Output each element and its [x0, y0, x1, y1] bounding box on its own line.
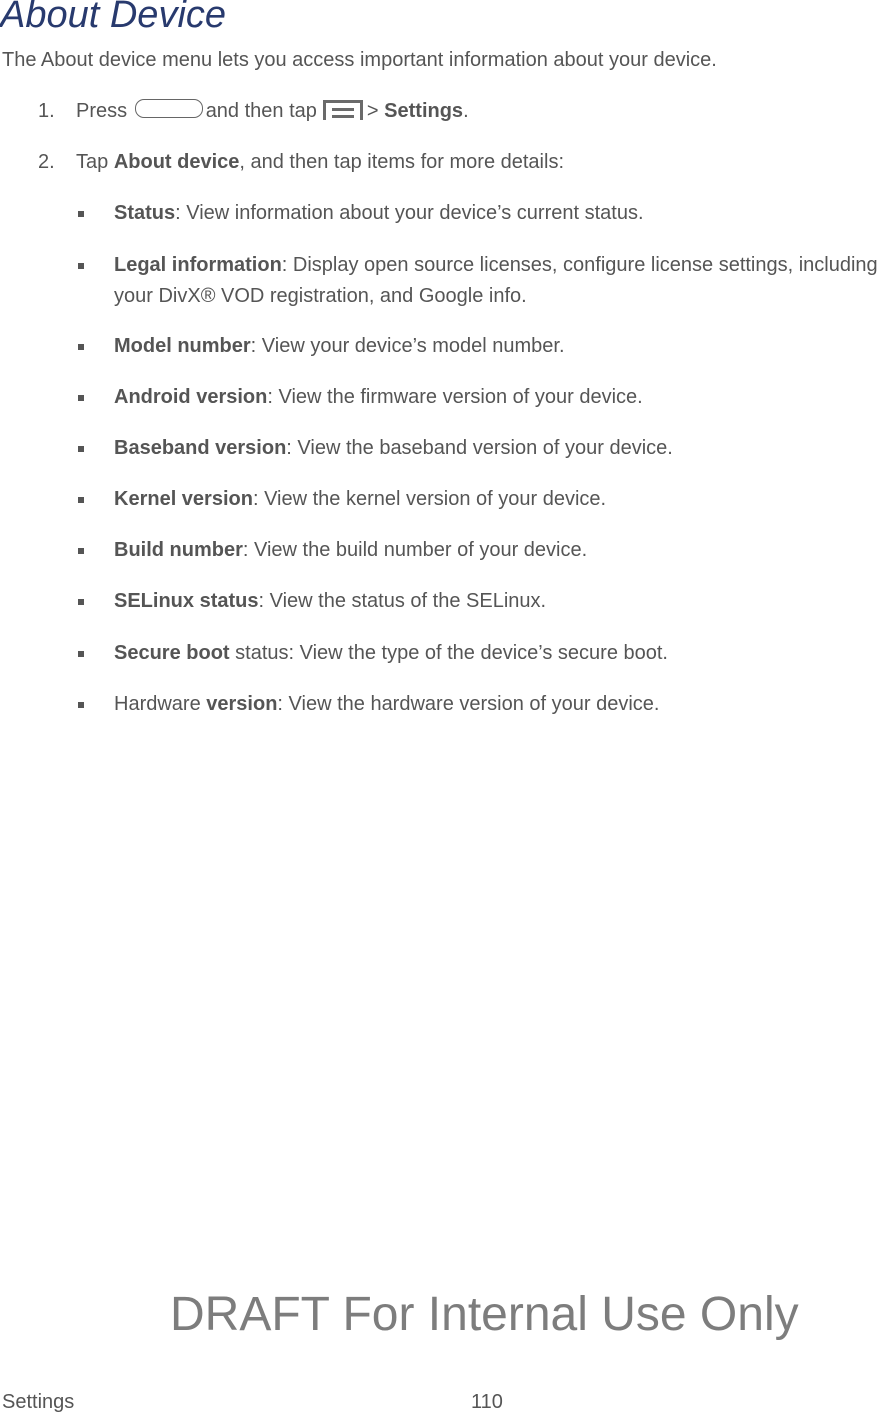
bullet-icon — [78, 599, 84, 605]
list-item-hardware-version — [78, 689, 878, 720]
step-1 — [38, 99, 469, 123]
bullet-icon — [78, 548, 84, 554]
list-item-android-version — [78, 382, 878, 413]
bullet-icon — [78, 702, 84, 708]
step-2 — [38, 151, 564, 174]
bullet-icon — [78, 651, 84, 657]
item-description: : View the firmware version of your device. — [267, 386, 643, 408]
step-text-rest: , and then tap items for more details: — [239, 151, 564, 173]
item-description: : View the hardware version of your device. — [277, 693, 660, 715]
draft-watermark: DRAFT For Internal Use Only — [170, 1288, 799, 1341]
bullet-icon — [78, 263, 84, 269]
home-key-icon — [135, 99, 203, 118]
item-prefix: Hardware — [114, 693, 207, 715]
list-item-secure-boot — [78, 638, 878, 669]
item-label: Legal information — [114, 254, 282, 276]
step-text-tap: Tap — [76, 151, 109, 173]
item-label: Android version — [114, 386, 268, 408]
item-label: Baseband version — [114, 437, 287, 459]
item-description: : View the baseband version of your device. — [286, 437, 673, 459]
item-label: Secure boot — [114, 642, 230, 664]
list-item-selinux-status — [78, 586, 878, 617]
item-label: Status — [114, 202, 176, 224]
list-item-status — [78, 198, 878, 229]
bullet-icon — [78, 344, 84, 350]
list-item-model-number — [78, 331, 878, 362]
bullet-icon — [78, 395, 84, 401]
list-item-build-number — [78, 535, 878, 566]
intro-text: The About device menu lets you access important information about your device. — [2, 49, 717, 71]
step-text-then-tap: and then tap — [205, 100, 317, 122]
item-description: : View the status of the SELinux. — [258, 590, 547, 612]
item-description: : Display open source licenses, configure license settings, including your DivX® VOD registration, and Google info. — [114, 254, 878, 307]
list-item-kernel-version — [78, 484, 878, 515]
bullet-icon — [78, 446, 84, 452]
step-separator: > — [366, 100, 379, 122]
item-description: : View the kernel version of your device. — [252, 488, 607, 510]
step-text-press: Press — [76, 100, 128, 122]
page-title: About Device — [0, 0, 227, 36]
item-label: SELinux status — [114, 590, 259, 612]
item-description: status: View the type of the device’s secure boot. — [229, 642, 668, 664]
item-description: : View the build number of your device. — [242, 539, 588, 561]
settings-label: Settings — [384, 100, 464, 122]
about-device-label: About device — [113, 151, 240, 173]
footer-section: Settings — [2, 1391, 75, 1413]
bullet-icon — [78, 497, 84, 503]
item-description: : View information about your device’s current status. — [175, 202, 644, 224]
footer-page-number: 110 — [471, 1391, 503, 1413]
step-end: . — [463, 100, 469, 122]
bullet-icon — [78, 211, 84, 217]
item-label: Build number — [114, 539, 243, 561]
step-number: 2. — [38, 151, 55, 173]
menu-icon — [323, 100, 363, 120]
step-number: 1. — [38, 100, 55, 122]
item-description: : View your device’s model number. — [250, 335, 565, 357]
item-label: Model number — [114, 335, 251, 357]
item-label: version — [206, 693, 278, 715]
list-item-legal-information — [78, 250, 878, 312]
list-item-baseband-version — [78, 433, 878, 464]
item-label: Kernel version — [114, 488, 253, 510]
